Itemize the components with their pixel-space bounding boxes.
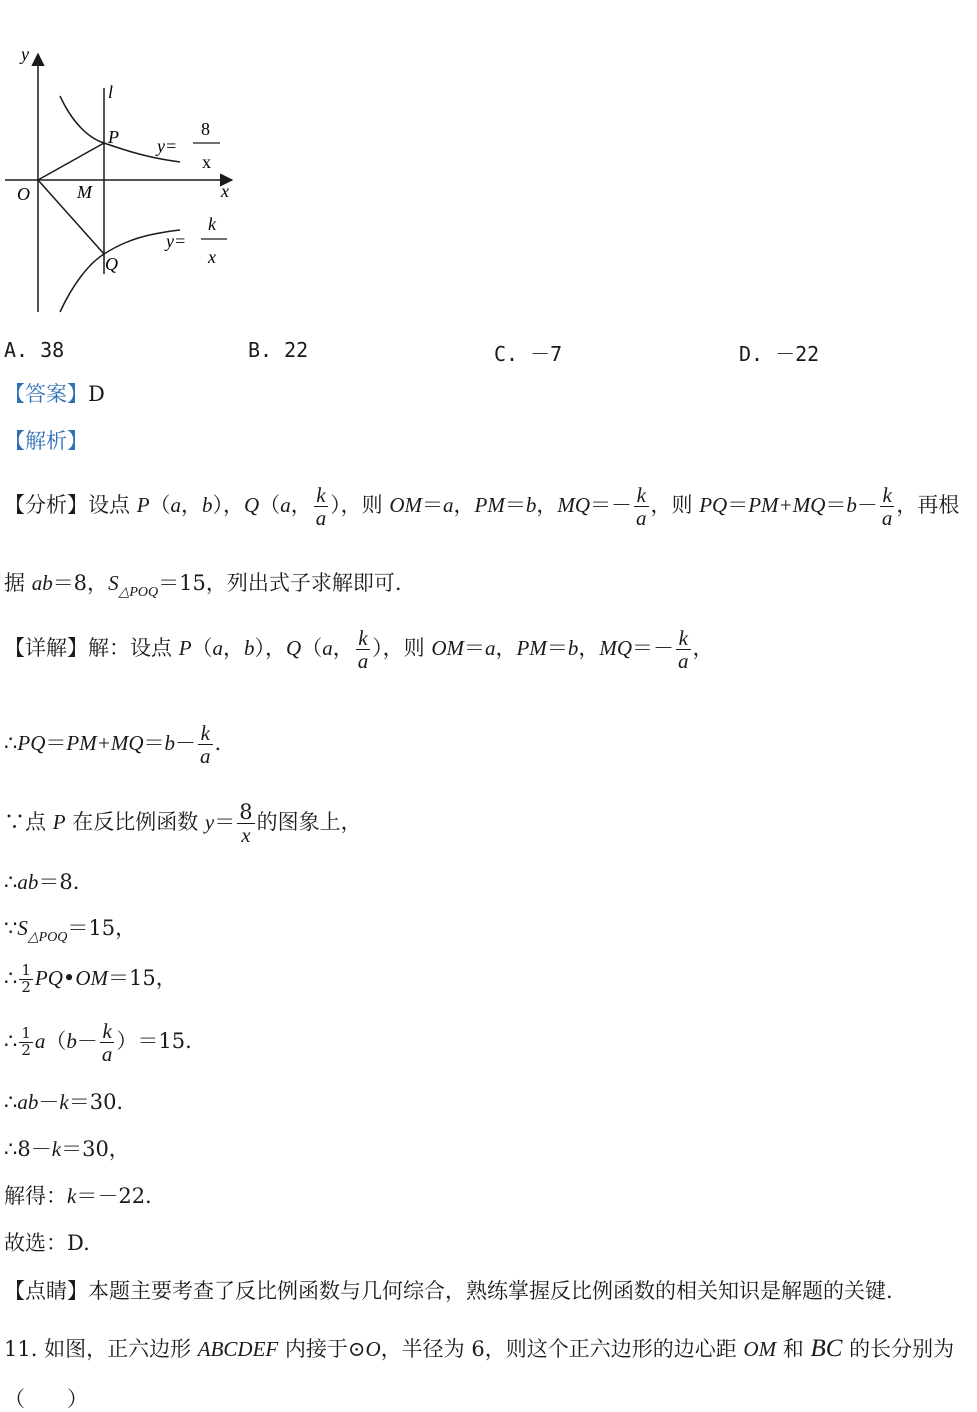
text: ， <box>181 493 203 518</box>
detail-line-8: ∴ab－k＝30. <box>4 1090 124 1114</box>
curve2-lhs: y= <box>166 231 187 251</box>
curve2-num: k <box>208 214 216 234</box>
fraction-8-over-x: $\frac{8}{x}$ <box>239 800 253 848</box>
comment-text: 本题主要考查了反比例函数与几何综合，熟练掌握反比例函数的相关知识是解题的关键. <box>88 1279 893 1303</box>
comment-tag: 【点睛】 <box>4 1279 88 1303</box>
text: ＝ <box>590 493 612 518</box>
analysis-tag: 【解析】 <box>4 429 88 453</box>
text: ， <box>290 493 312 518</box>
var-b: b <box>202 493 213 518</box>
text: ＝ <box>727 493 749 518</box>
fenxi-tag: 【分析】 <box>4 493 88 518</box>
text: ）， <box>212 493 245 518</box>
text: ），则 <box>330 493 390 518</box>
segment-oq <box>38 180 104 254</box>
label-y: y <box>21 44 29 64</box>
fraction-k-over-a: $\frac{k}{a}$ <box>315 483 327 531</box>
fraction-k-over-a: $\frac{k}{a}$ <box>357 626 369 674</box>
detail-line-9: ∴8－k＝30， <box>4 1137 130 1161</box>
var-q: Q <box>244 493 260 518</box>
detail-line-1: 【详解】解：设点 P（a，b），Q（a， $\frac{k}{a}$ ），则 OM＝a，PM＝b，MQ＝－ $\frac{k}{a}$ ， <box>4 626 714 674</box>
text: ＝ <box>825 493 847 518</box>
fraction-k-over-a: $\frac{k}{a}$ <box>200 721 211 769</box>
curve2-den: x <box>208 247 216 267</box>
var-pm-mq: PM+MQ <box>748 493 826 518</box>
answer-value: D <box>88 382 105 406</box>
detail-tag: 【详解】 <box>4 636 88 661</box>
detail-line-11: 故选：D. <box>4 1231 90 1255</box>
var-om: OM <box>389 493 423 518</box>
fraction-one-half: $\frac{1}{2}$ <box>21 1024 31 1060</box>
function-graph <box>0 40 260 320</box>
fraction-k-over-a: $\frac{k}{a}$ <box>881 483 893 531</box>
text: － <box>611 493 633 518</box>
text: － <box>856 493 878 518</box>
var-mq: MQ <box>557 493 591 518</box>
answer-tag: 【答案】 <box>4 382 88 406</box>
text: 据 <box>4 571 32 595</box>
var-s: S <box>108 571 119 595</box>
fraction-k-over-a: $\frac{k}{a}$ <box>636 483 647 531</box>
curve1-lhs: y= <box>157 136 178 156</box>
curve1-den: x <box>202 152 211 172</box>
text: ， <box>453 493 475 518</box>
label-m: M <box>77 182 92 202</box>
detail-line-10: 解得：k＝－22. <box>4 1184 152 1208</box>
option-c[interactable]: C. －7 <box>494 342 563 366</box>
var-pq: PQ <box>699 493 728 518</box>
text: ， <box>536 493 558 518</box>
detail-line-6: ∴ $\frac{1}{2}$ PQ•OM＝15， <box>4 961 177 996</box>
fraction-k-over-a: $\frac{k}{a}$ <box>101 1019 113 1067</box>
fenxi-line-2 <box>4 573 402 600</box>
text: ，则 <box>650 493 700 518</box>
text: （ <box>149 493 171 518</box>
text: ，再根 <box>896 493 960 518</box>
option-b[interactable]: B. 22 <box>248 338 309 362</box>
subscript-poq: △POQ <box>118 585 159 600</box>
detail-line-5: $\because S_{\triangle POQ}=15$， <box>4 916 137 945</box>
option-a[interactable]: A. 38 <box>4 338 65 362</box>
question-11: 11. 如图，正六边形 ABCDEF 内接于⊙O，半径为 6，则这个正六边形的边心距 OM 和 BC 的长分别为 <box>4 1335 955 1362</box>
text: ＝ <box>504 493 526 518</box>
detail-line-4: ∴ab＝8. <box>4 870 80 894</box>
label-x: x <box>221 181 229 201</box>
var-ab: ab <box>31 571 53 595</box>
answer-line <box>4 384 105 405</box>
text: 设点 <box>88 493 137 518</box>
var-a: a <box>170 493 182 518</box>
text: ＝15，列出式子求解即可. <box>158 571 402 595</box>
label-o: O <box>17 184 30 204</box>
fraction-k-over-a: $\frac{k}{a}$ <box>678 626 689 674</box>
fraction-one-half: $\frac{1}{2}$ <box>21 961 31 996</box>
detail-line-2: ∴PQ＝PM+MQ＝b－ $\frac{k}{a}$ . <box>4 721 222 769</box>
detail-line-7: ∴ $\frac{1}{2}$ a（b－ $\frac{k}{a}$ ）＝15. <box>4 1019 192 1067</box>
var-pm: PM <box>474 493 505 518</box>
text: ＝8， <box>52 571 109 595</box>
detail-line-3: ∵点 P 在反比例函数 y＝ $\frac{8}{x}$ 的图象上， <box>4 800 362 848</box>
comment-line <box>4 1281 893 1302</box>
option-d[interactable]: D. －22 <box>739 342 820 366</box>
label-p: P <box>108 127 119 147</box>
var-b: b <box>846 493 857 518</box>
text: （ <box>259 493 281 518</box>
var-b: b <box>525 493 537 518</box>
segment-op <box>38 143 104 180</box>
curve-y-k-over-x <box>60 230 180 312</box>
var-p: P <box>136 493 150 518</box>
var-a: a <box>280 493 291 518</box>
label-l: l <box>108 82 114 102</box>
text: 解：设点 <box>88 636 179 661</box>
fenxi-line-1 <box>4 484 959 529</box>
label-q: Q <box>105 254 118 274</box>
curve1-num: 8 <box>201 119 210 139</box>
text: ＝ <box>422 493 444 518</box>
question-11-blank: （ ） <box>4 1387 88 1411</box>
var-a: a <box>443 493 454 518</box>
